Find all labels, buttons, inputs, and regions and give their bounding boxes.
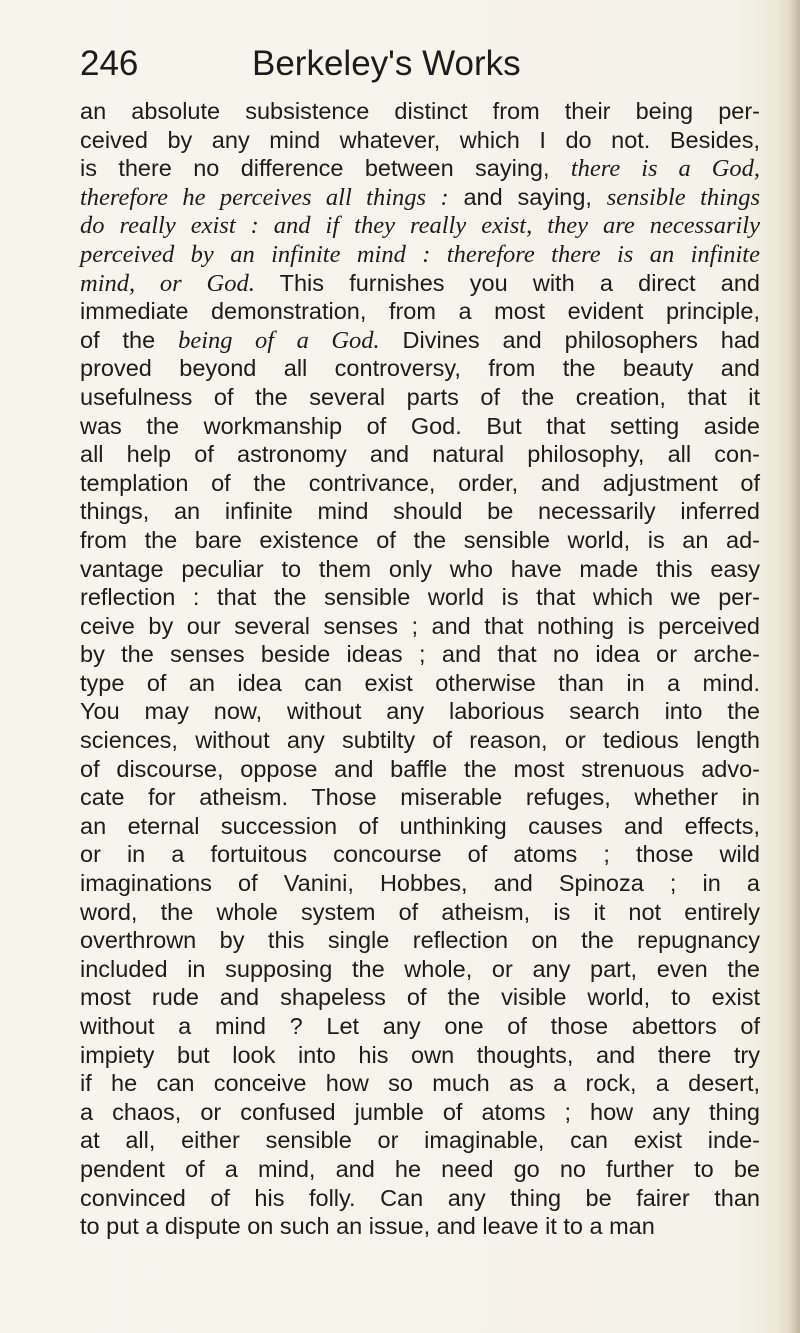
text-run: usefulness of the several parts of the creation, that it [80,383,760,410]
text-line [80,97,760,126]
text-line [80,640,760,669]
text-line [80,326,760,355]
italic-text: sensible things [606,183,760,211]
running-title: Berkeley's Works [252,44,521,83]
text-run: word, the whole system of atheism, is it not entirely [80,898,760,925]
text-line [80,354,760,383]
page-edge-shadow [790,0,800,1333]
text-line [80,269,760,298]
text-run: impiety but look into his own thoughts, and there try [80,1041,760,1068]
italic-text: perceived by an infinite mind : therefore there is an infinite [80,240,760,268]
text-line [80,583,760,612]
page-number: 246 [80,44,139,83]
text-run: reflection : that the sensible world is that which we per- [80,584,760,611]
text-run: sciences, without any subtilty of reason, or tedious length [80,727,760,754]
italic-text: therefore he perceives all things : [80,183,449,211]
text-run: ceive by our several senses ; and that nothing is perceived [80,612,760,639]
text-line [80,526,760,555]
text-run: from the bare existence of the sensible world, is an ad- [80,526,760,553]
text-run: is there no difference between saying, [80,155,571,182]
text-line [80,726,760,755]
text-run: and saying, [448,183,607,210]
text-run: overthrown by this single reflection on the repugnancy [80,927,760,954]
text-run: vantage peculiar to them only who have made this easy [80,555,760,582]
text-line [80,1126,760,1155]
text-line [80,1184,760,1213]
text-line [80,497,760,526]
text-run: at all, either sensible or imaginable, can exist inde- [80,1127,760,1154]
text-run: cate for atheism. Those miserable refuges, whether in [80,784,760,811]
text-line [80,383,760,412]
text-run: proved beyond all controversy, from the beauty and [80,355,760,382]
text-line [80,1069,760,1098]
text-line [80,240,760,269]
body-text [80,97,760,1241]
text-run: an absolute subsistence distinct from their being per- [80,98,760,124]
text-run: to put a dispute on such an issue, and leave it to a man [80,1213,655,1240]
text-line [80,183,760,212]
italic-text: being of a God. [178,326,380,354]
text-run: This furnishes you with a direct and [254,269,760,296]
text-line [80,297,760,326]
text-run: most rude and shapeless of the visible world, to exist [80,984,760,1011]
text-run: an eternal succession of unthinking causes and effects, [80,812,760,839]
text-run: pendent of a mind, and he need go no further to be [80,1155,760,1182]
text-line [80,898,760,927]
text-run: all help of astronomy and natural philosophy, all con- [80,441,760,468]
text-line [80,555,760,584]
text-line [80,469,760,498]
italic-text: do really exist : and if they really exist, they are necessarily [80,212,760,240]
text-line [80,1098,760,1127]
text-run: without a mind ? Let any one of those abettors of [80,1013,760,1039]
text-line [80,1041,760,1070]
text-line [80,755,760,784]
text-line [80,412,760,441]
text-run: ceived by any mind whatever, which I do not. Besides, [80,126,760,153]
text-line [80,812,760,841]
text-run: type of an idea can exist otherwise than in a mind. [80,669,760,696]
text-line [80,1155,760,1184]
text-run: things, an infinite mind should be necessarily inferred [80,498,760,525]
text-line [80,1012,760,1041]
text-run: immediate demonstration, from a most evident principle, [80,298,760,325]
text-run: imaginations of Vanini, Hobbes, and Spinoza ; in a [80,870,760,897]
text-line [80,955,760,984]
text-line [80,126,760,155]
text-line [80,612,760,641]
text-line [80,211,760,240]
text-run: templation of the contrivance, order, and adjustment of [80,469,760,496]
text-line [80,697,760,726]
text-line [80,840,760,869]
text-run: or in a fortuitous concourse of atoms ; those wild [80,841,760,868]
text-run: Divines and philosophers had [379,326,761,353]
text-line [80,869,760,898]
text-run: if he can conceive how so much as a rock, a desert, [80,1070,760,1097]
text-line [80,783,760,812]
text-line [80,440,760,469]
text-line [80,1212,760,1241]
text-run: was the workmanship of God. But that setting aside [80,412,760,439]
text-run: of discourse, oppose and baffle the most strenuous advo- [80,755,760,782]
text-run: convinced of his folly. Can any thing be fairer than [80,1184,760,1211]
text-run: included in supposing the whole, or any part, even the [80,955,760,982]
text-run: You may now, without any laborious search into the [80,698,760,725]
italic-text: there is a God, [570,155,761,183]
text-line [80,669,760,698]
text-run: a chaos, or confused jumble of atoms ; how any thing [80,1098,760,1125]
text-line [80,983,760,1012]
text-run: of the [80,326,179,353]
running-head [80,44,760,94]
text-line [80,154,760,183]
text-line [80,926,760,955]
italic-text: mind, or God. [80,269,255,297]
text-run: by the senses beside ideas ; and that no idea or arche- [80,641,760,668]
